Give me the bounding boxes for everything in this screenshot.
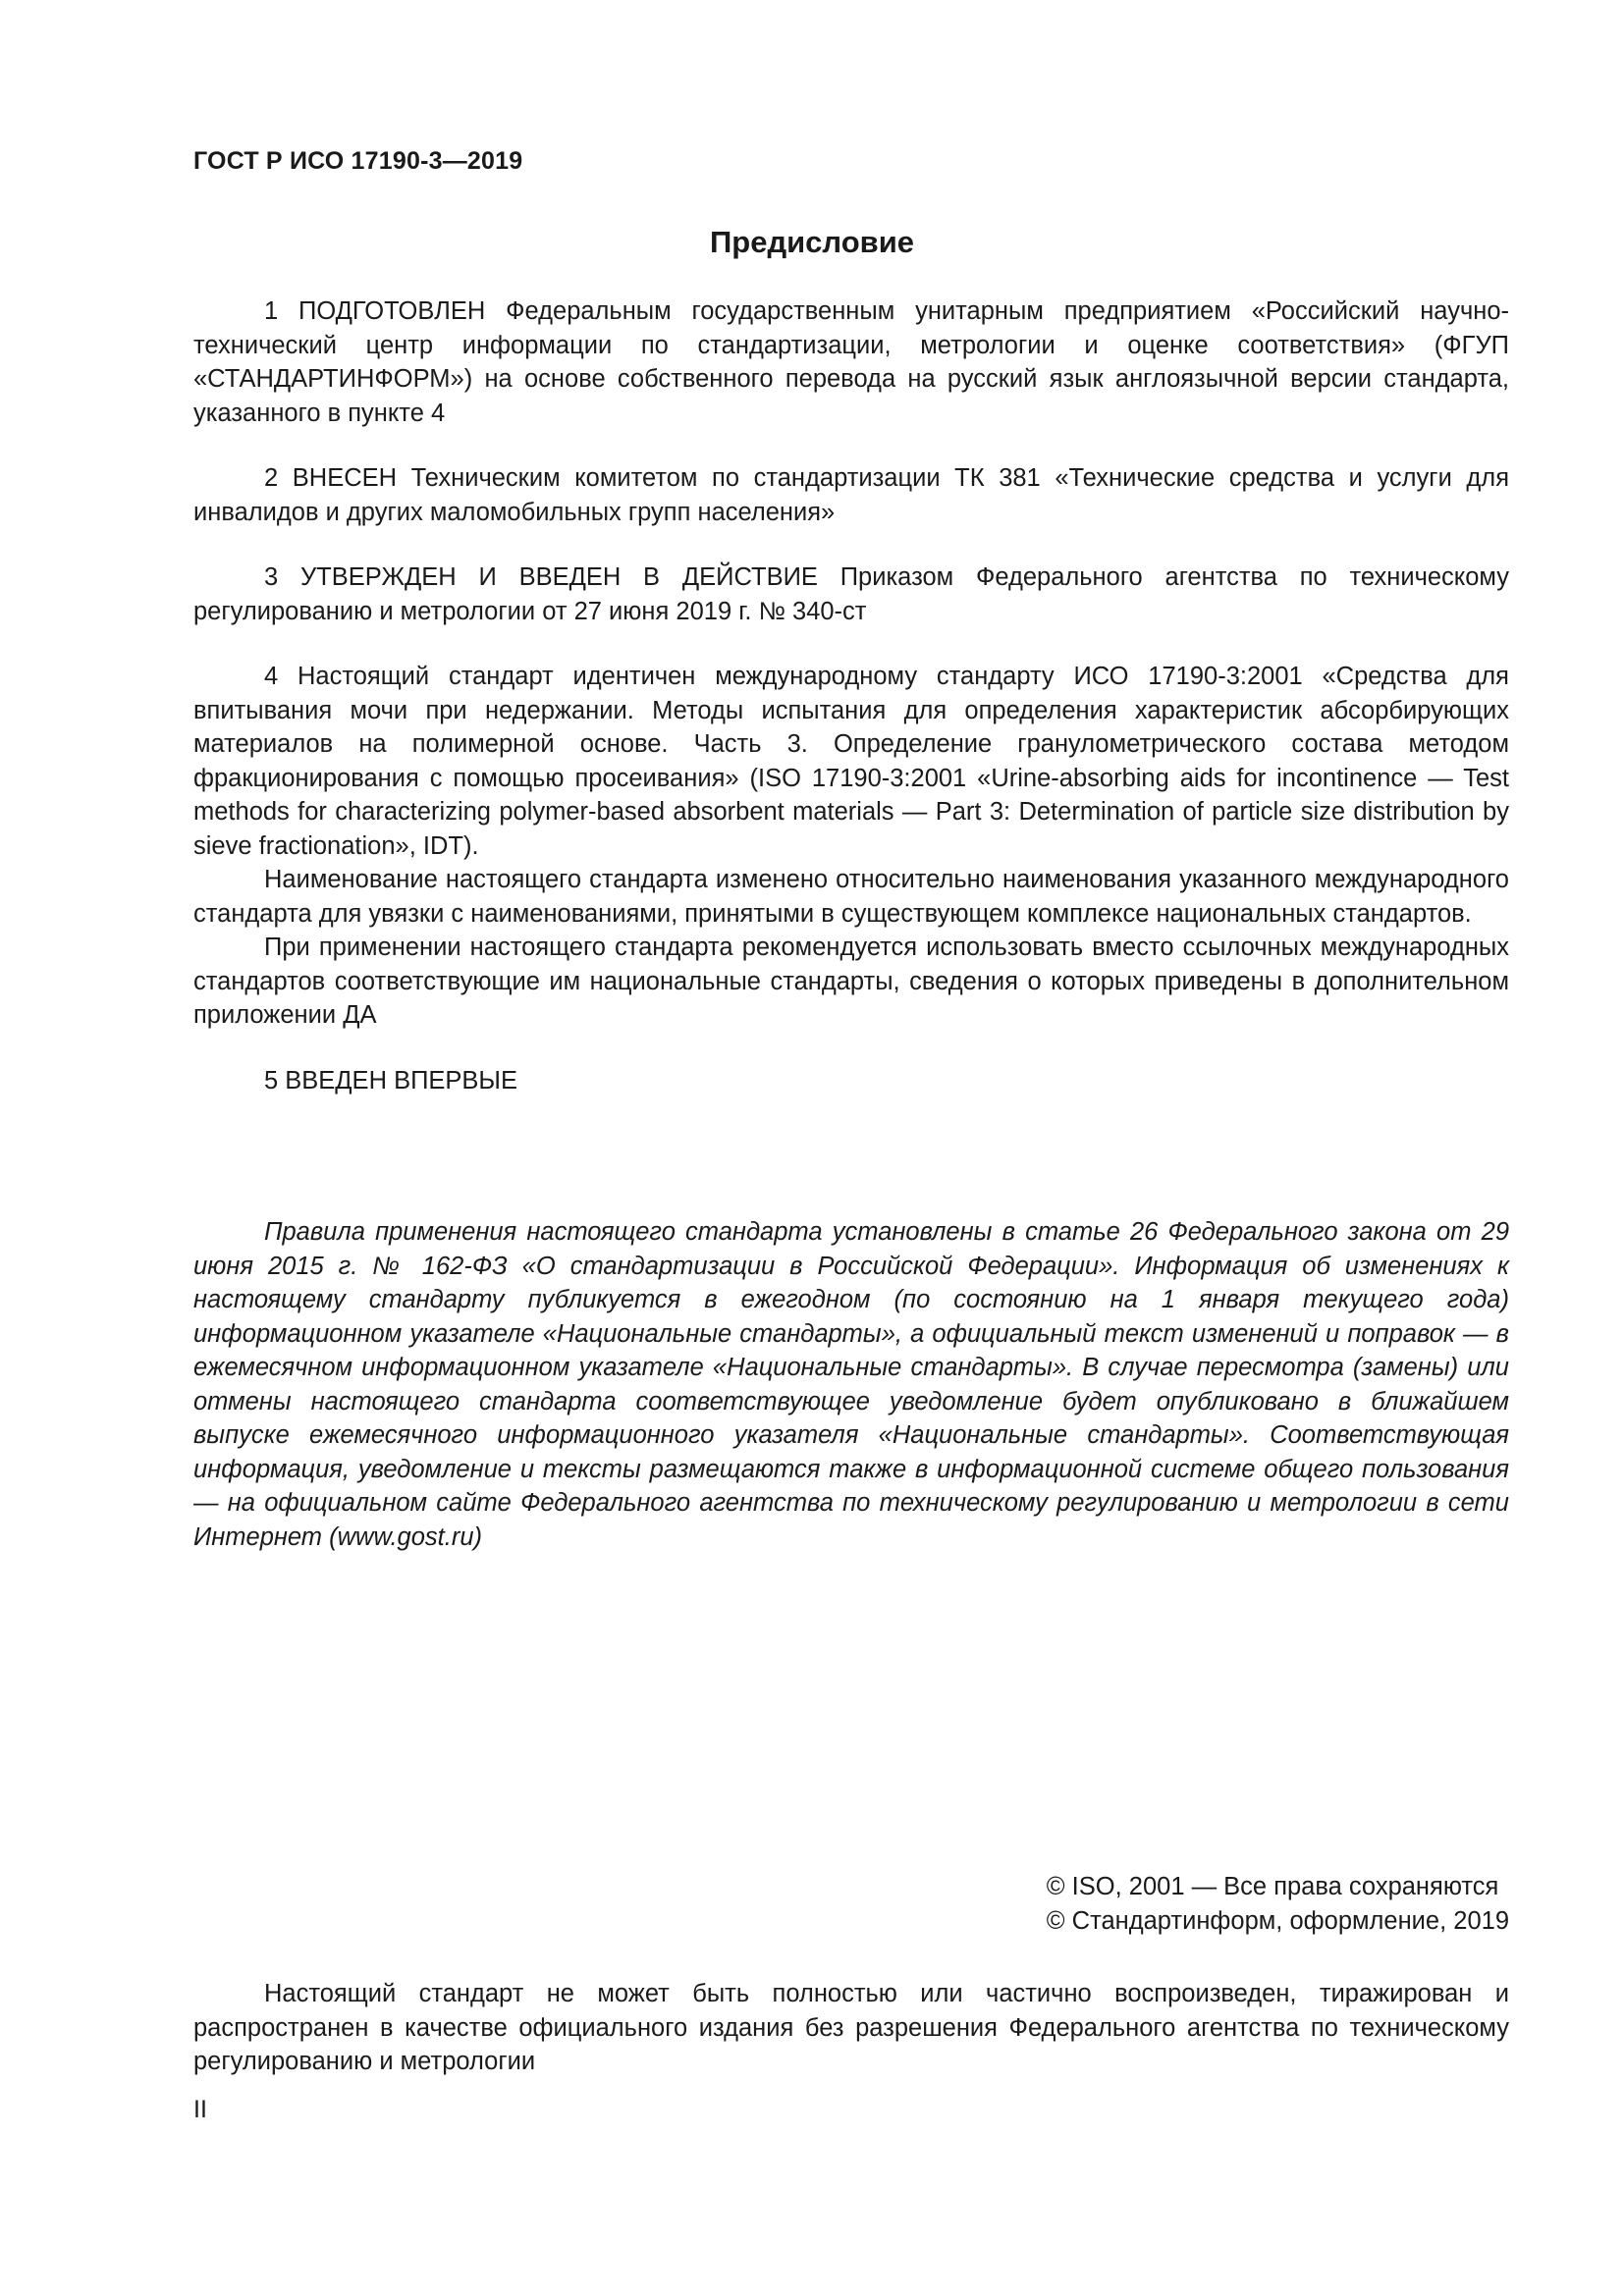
- paragraph-prepared: 1 ПОДГОТОВЛЕН Федеральным государственным унитарным предприятием «Российский научно-технический центр информации по стандартизации, метрологии и оценке соответствия» (ФГУП «СТАНДАРТИНФОРМ») на основе собственного перевода на русский язык англоязычной версии стандарта, указанного в пункте 4: [193, 297, 1509, 427]
- paragraph-name-change: Наименование настоящего стандарта изменено относительно наименования указанного международного стандарта для увязки с наименованиями, принятыми в существующем комплексе национальных стандартов.: [193, 866, 1509, 928]
- copyright-iso: © ISO, 2001 — Все права сохраняются: [1046, 1873, 1499, 1900]
- paragraph-national-references: При применении настоящего стандарта рекомендуется использовать вместо ссылочных международных стандартов соответствующие им национальные стандарты, сведения о которых приведены в дополнительном приложении ДА: [193, 934, 1509, 1029]
- document-code: ГОСТ Р ИСО 17190-3—2019: [193, 147, 523, 175]
- paragraph-identical-standard: 4 Настоящий стандарт идентичен международному стандарту ИСО 17190-3:2001 «Средства для впитывания мочи при недержании. Методы испытания для определения характеристик абсорбирующих материалов на полимерной основе. Часть 3. Определение гранулометрического состава методом фракционирования с помощью просеивания» (ISO 17190-3:2001 «Urine-absorbing aids for incontinence — Test methods for characterizing polymer-based absorbent materials — Part 3: Determination of particle size distribution by sieve fractionation», IDT).: [193, 663, 1509, 860]
- application-rules-text: Правила применения настоящего стандарта установлены в статье 26 Федерального закона от 29 июня 2015 г. № 162-ФЗ «О стандартизации в Российской Федерации». Информация об изменениях к настоящему стандарту публикуется в ежегодном (по состоянию на 1 января текущего года) информационном указателе «Национальные стандарты», а официальный текст изменений и поправок — в ежемесячном информационном указателе «Национальные стандарты». В случае пересмотра (замены) или отмены настоящего стандарта соответствующее уведомление будет опубликовано в ближайшем выпуске ежемесячного информационного указателя «Национальные стандарты». Соответствующая информация, уведомление и тексты размещаются также в информационной системе общего пользования — на официальном сайте Федерального агентства по техническому регулированию и метрологии в сети Интернет (www.gost.ru): [193, 1218, 1509, 1551]
- reproduction-notice: [193, 1977, 1509, 2079]
- page-number: II: [193, 2096, 207, 2123]
- copyright-block: [1047, 1870, 1509, 1938]
- foreword-body: [193, 294, 1509, 1097]
- paragraph-first-introduced: 5 ВВЕДЕН ВПЕРВЫЕ: [264, 1066, 518, 1095]
- paragraph-approved: 3 УТВЕРЖДЕН И ВВЕДЕН В ДЕЙСТВИЕ Приказом Федерального агентства по техническому регулированию и метрологии от 27 июня 2019 г. № 340-ст: [193, 563, 1509, 625]
- page-title: Предисловие: [709, 225, 914, 259]
- paragraph-submitted: 2 ВНЕСЕН Техническим комитетом по стандартизации ТК 381 «Технические средства и услуги для инвалидов и других маломобильных групп населения»: [193, 464, 1509, 526]
- copyright-standartinform: © Стандартинформ, оформление, 2019: [1046, 1906, 1509, 1935]
- reproduction-notice-text: Настоящий стандарт не может быть полностью или частично воспроизведен, тиражирован и распространен в качестве официального издания без разрешения Федерального агентства по техническому регулированию и метрологии: [193, 1980, 1509, 2075]
- application-rules-block: [193, 1215, 1509, 1554]
